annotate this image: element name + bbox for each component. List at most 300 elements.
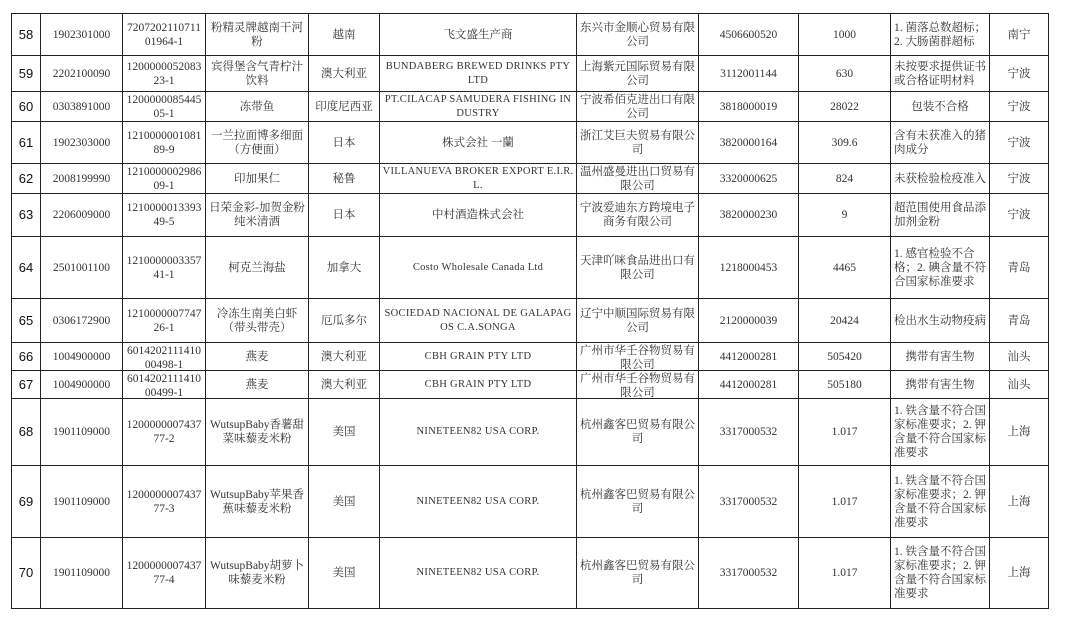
importer-cell bbox=[577, 56, 699, 92]
weight-cell bbox=[799, 466, 891, 538]
weight-cell bbox=[799, 164, 891, 194]
port: 汕头 bbox=[1007, 350, 1031, 363]
importer-code-cell bbox=[699, 466, 799, 538]
product-name-cell bbox=[206, 92, 309, 122]
rejection-reason-cell bbox=[891, 299, 990, 343]
hs-code-cell bbox=[41, 237, 123, 299]
importer-code: 3317000532 bbox=[719, 495, 778, 508]
importer: 杭州鑫客巴贸易有限公司 bbox=[580, 560, 695, 586]
importer-code-cell bbox=[699, 237, 799, 299]
importer-code: 4412000281 bbox=[719, 378, 778, 391]
table-row bbox=[12, 56, 1049, 92]
importer-code-cell bbox=[699, 343, 799, 371]
weight-cell bbox=[799, 14, 891, 56]
declaration-id: 120000000743777-3 bbox=[126, 488, 202, 515]
port: 上海 bbox=[1007, 426, 1031, 438]
port-cell bbox=[990, 237, 1049, 299]
weight: 630 bbox=[835, 67, 854, 80]
origin-country-cell bbox=[309, 92, 380, 122]
declaration-id-cell bbox=[123, 56, 206, 92]
port-cell bbox=[990, 164, 1049, 194]
origin-country-cell bbox=[309, 237, 380, 299]
declaration-id: 120000008544505-1 bbox=[126, 93, 202, 120]
origin-country-cell bbox=[309, 164, 380, 194]
port: 青岛 bbox=[1007, 314, 1031, 327]
importer-code: 3818000019 bbox=[719, 100, 778, 113]
manufacturer-cell bbox=[380, 14, 577, 56]
rejection-reason: 检出水生动物疫病 bbox=[894, 314, 986, 327]
declaration-id: 121000000298609-1 bbox=[126, 165, 202, 192]
table-row bbox=[12, 538, 1049, 609]
row-number-cell bbox=[12, 122, 41, 164]
weight: 20424 bbox=[830, 314, 859, 327]
weight: 1.017 bbox=[831, 567, 858, 579]
declaration-id-cell bbox=[123, 92, 206, 122]
product-name: 粉精灵牌越南干河粉 bbox=[211, 21, 303, 48]
importer: 温州盛曼进出口贸易有限公司 bbox=[580, 165, 695, 192]
table-row bbox=[12, 466, 1049, 538]
importer: 上海紫元国际贸易有限公司 bbox=[580, 60, 695, 87]
hs-code-cell bbox=[41, 14, 123, 56]
importer-code-cell bbox=[699, 194, 799, 237]
origin-country-cell bbox=[309, 14, 380, 56]
weight-cell bbox=[799, 122, 891, 164]
importer-code-cell bbox=[699, 56, 799, 92]
row-number-cell bbox=[12, 343, 41, 371]
rejection-reason: 超范围使用食品添加剂金粉 bbox=[894, 202, 986, 228]
declaration-id-cell bbox=[123, 466, 206, 538]
importer-cell bbox=[577, 371, 699, 399]
product-name-cell bbox=[206, 14, 309, 56]
declaration-id: 121000001339349-5 bbox=[126, 202, 202, 228]
rejection-reason-cell bbox=[891, 371, 990, 399]
manufacturer: SOCIEDAD NACIONAL DE GALAPAGOS C.A.SONGA bbox=[384, 307, 572, 333]
manufacturer: NINETEEN82 USA CORP. bbox=[416, 567, 540, 578]
rejection-reason-cell bbox=[891, 56, 990, 92]
row-number: 62 bbox=[18, 171, 34, 186]
table-row bbox=[12, 299, 1049, 343]
origin-country-cell bbox=[309, 299, 380, 343]
product-name-cell bbox=[206, 122, 309, 164]
hs-code: 1902303000 bbox=[52, 136, 111, 149]
weight: 9 bbox=[841, 209, 848, 221]
importer-cell bbox=[577, 399, 699, 466]
hs-code-cell bbox=[41, 92, 123, 122]
row-number: 59 bbox=[18, 66, 34, 81]
importer-cell bbox=[577, 299, 699, 343]
weight: 1000 bbox=[833, 28, 856, 41]
product-name: 宾得堡含气青柠汁饮料 bbox=[211, 60, 303, 87]
declaration-id: 120000000743777-2 bbox=[126, 419, 202, 445]
table-row bbox=[12, 399, 1049, 466]
rejection-reason: 未获检验检疫准入 bbox=[894, 172, 986, 185]
rejection-reason-cell bbox=[891, 92, 990, 122]
row-number-cell bbox=[12, 399, 41, 466]
importer-code-cell bbox=[699, 299, 799, 343]
row-number: 63 bbox=[18, 208, 34, 222]
importer-code: 4412000281 bbox=[719, 350, 778, 363]
row-number: 70 bbox=[18, 566, 34, 580]
hs-code: 2206009000 bbox=[52, 209, 111, 221]
weight-cell bbox=[799, 299, 891, 343]
row-number: 61 bbox=[18, 135, 34, 150]
product-name: WutsupBaby苹果香蕉味藜麦米粉 bbox=[209, 488, 305, 515]
row-number-cell bbox=[12, 194, 41, 237]
rejection-reason: 1. 铁含量不符合国家标准要求；2. 钾含量不符合国家标准要求 bbox=[894, 405, 986, 459]
declaration-id-cell bbox=[123, 237, 206, 299]
manufacturer: Costo Wholesale Canada Ltd bbox=[412, 261, 544, 273]
rejection-reason-cell bbox=[891, 164, 990, 194]
row-number-cell bbox=[12, 164, 41, 194]
product-name-cell bbox=[206, 56, 309, 92]
declaration-id-cell bbox=[123, 371, 206, 399]
table-row bbox=[12, 343, 1049, 371]
rejected-imports-table bbox=[11, 13, 1049, 609]
weight-cell bbox=[799, 56, 891, 92]
origin-country: 美国 bbox=[332, 567, 356, 579]
rejection-reason: 1. 菌落总数超标；2. 大肠菌群超标 bbox=[894, 21, 986, 48]
port-cell bbox=[990, 343, 1049, 371]
port: 青岛 bbox=[1007, 261, 1031, 274]
rejection-reason: 1. 铁含量不符合国家标准要求；2. 钾含量不符合国家标准要求 bbox=[894, 474, 986, 529]
rejection-reason: 携带有害生物 bbox=[905, 350, 975, 363]
importer-cell bbox=[577, 194, 699, 237]
row-number: 58 bbox=[18, 27, 34, 42]
manufacturer: CBH GRAIN PTY LTD bbox=[424, 378, 532, 390]
weight: 1.017 bbox=[831, 426, 858, 438]
importer-code-cell bbox=[699, 122, 799, 164]
port-cell bbox=[990, 538, 1049, 609]
table-row bbox=[12, 92, 1049, 122]
declaration-id-cell bbox=[123, 164, 206, 194]
origin-country-cell bbox=[309, 343, 380, 371]
port-cell bbox=[990, 56, 1049, 92]
rejection-reason: 包装不合格 bbox=[911, 100, 969, 113]
manufacturer: BUNDABERG BREWED DRINKS PTY LTD bbox=[385, 60, 571, 86]
row-number-cell bbox=[12, 14, 41, 56]
hs-code: 2202100090 bbox=[52, 67, 111, 80]
manufacturer-cell bbox=[380, 299, 577, 343]
origin-country: 印度尼西亚 bbox=[315, 100, 373, 113]
declaration-id-cell bbox=[123, 343, 206, 371]
importer-code: 3317000532 bbox=[719, 567, 778, 579]
weight-cell bbox=[799, 399, 891, 466]
product-name-cell bbox=[206, 371, 309, 399]
importer-code: 4506600520 bbox=[719, 28, 778, 41]
importer-code-cell bbox=[699, 14, 799, 56]
weight-cell bbox=[799, 194, 891, 237]
importer-code: 3820000230 bbox=[719, 209, 778, 221]
manufacturer-cell bbox=[380, 343, 577, 371]
row-number: 64 bbox=[18, 260, 34, 275]
port-cell bbox=[990, 14, 1049, 56]
declaration-id-cell bbox=[123, 399, 206, 466]
importer: 杭州鑫客巴贸易有限公司 bbox=[580, 488, 695, 515]
manufacturer: VILLANUEVA BROKER EXPORT E.I.R.L. bbox=[382, 165, 574, 191]
weight-cell bbox=[799, 92, 891, 122]
port: 宁波 bbox=[1007, 67, 1031, 80]
manufacturer: CBH GRAIN PTY LTD bbox=[424, 350, 532, 362]
port: 南宁 bbox=[1007, 28, 1031, 41]
port: 宁波 bbox=[1007, 100, 1031, 113]
hs-code-cell bbox=[41, 122, 123, 164]
product-name: WutsupBaby胡萝卜味藜麦米粉 bbox=[209, 560, 305, 586]
rejection-reason-cell bbox=[891, 466, 990, 538]
weight-cell bbox=[799, 371, 891, 399]
declaration-id: 121000000774726-1 bbox=[126, 307, 202, 334]
table-row bbox=[12, 164, 1049, 194]
port-cell bbox=[990, 194, 1049, 237]
row-number: 60 bbox=[18, 99, 34, 114]
row-number-cell bbox=[12, 299, 41, 343]
row-number-cell bbox=[12, 371, 41, 399]
hs-code-cell bbox=[41, 164, 123, 194]
importer-code: 3320000625 bbox=[719, 172, 778, 185]
rejection-reason-cell bbox=[891, 343, 990, 371]
importer-cell bbox=[577, 466, 699, 538]
importer-cell bbox=[577, 538, 699, 609]
origin-country-cell bbox=[309, 194, 380, 237]
manufacturer-cell bbox=[380, 538, 577, 609]
importer-cell bbox=[577, 343, 699, 371]
product-name-cell bbox=[206, 466, 309, 538]
hs-code: 1004900000 bbox=[52, 350, 111, 363]
row-number: 69 bbox=[18, 494, 34, 509]
origin-country-cell bbox=[309, 466, 380, 538]
importer-code-cell bbox=[699, 92, 799, 122]
importer: 宁波爱迪东方跨境电子商务有限公司 bbox=[580, 202, 695, 228]
table-row bbox=[12, 371, 1049, 399]
product-name-cell bbox=[206, 194, 309, 237]
table-row bbox=[12, 194, 1049, 237]
weight-cell bbox=[799, 538, 891, 609]
weight-cell bbox=[799, 343, 891, 371]
table-row bbox=[12, 237, 1049, 299]
origin-country: 澳大利亚 bbox=[321, 67, 367, 80]
importer-code-cell bbox=[699, 371, 799, 399]
manufacturer-cell bbox=[380, 371, 577, 399]
importer-code: 3112001144 bbox=[720, 67, 777, 80]
port: 汕头 bbox=[1007, 378, 1031, 391]
product-name-cell bbox=[206, 538, 309, 609]
importer: 浙江艾巨夫贸易有限公司 bbox=[580, 129, 695, 156]
rejection-reason-cell bbox=[891, 237, 990, 299]
table-row bbox=[12, 122, 1049, 164]
weight: 824 bbox=[835, 172, 854, 185]
origin-country-cell bbox=[309, 371, 380, 399]
origin-country: 加拿大 bbox=[326, 261, 362, 274]
rejection-reason: 含有未获准入的猪肉成分 bbox=[894, 129, 986, 156]
rejection-reason-cell bbox=[891, 14, 990, 56]
declaration-id: 601420211141000499-1 bbox=[127, 372, 201, 398]
importer: 东兴市金顺心贸易有限公司 bbox=[580, 21, 695, 48]
product-name: 燕麦 bbox=[245, 378, 269, 391]
port-cell bbox=[990, 122, 1049, 164]
importer-code-cell bbox=[699, 164, 799, 194]
declaration-id-cell bbox=[123, 14, 206, 56]
weight: 309.6 bbox=[831, 136, 858, 149]
product-name: 一兰拉面博多细面（方便面） bbox=[211, 129, 303, 156]
importer-code-cell bbox=[699, 538, 799, 609]
table-row bbox=[12, 14, 1049, 56]
product-name-cell bbox=[206, 399, 309, 466]
row-number-cell bbox=[12, 92, 41, 122]
importer: 广州市华壬谷物贸易有限公司 bbox=[580, 372, 695, 398]
hs-code: 1901109000 bbox=[52, 426, 111, 438]
hs-code-cell bbox=[41, 194, 123, 237]
row-number-cell bbox=[12, 237, 41, 299]
product-name: 燕麦 bbox=[245, 350, 269, 363]
weight: 505180 bbox=[827, 378, 862, 391]
importer-code: 1218000453 bbox=[719, 261, 778, 274]
rejection-reason-cell bbox=[891, 194, 990, 237]
declaration-id-cell bbox=[123, 299, 206, 343]
hs-code: 1901109000 bbox=[52, 495, 111, 508]
origin-country: 澳大利亚 bbox=[321, 378, 367, 391]
port: 宁波 bbox=[1007, 172, 1031, 185]
hs-code: 0303891000 bbox=[52, 100, 111, 113]
declaration-id: 120000005208323-1 bbox=[126, 60, 202, 87]
product-name: 日荣金彩-加贺金粉纯米清酒 bbox=[209, 202, 305, 228]
hs-code-cell bbox=[41, 399, 123, 466]
rejection-reason: 未按要求提供证书或合格证明材料 bbox=[894, 60, 986, 87]
manufacturer-cell bbox=[380, 466, 577, 538]
declaration-id-cell bbox=[123, 538, 206, 609]
rejection-reason-cell bbox=[891, 399, 990, 466]
manufacturer: 飞文盛生产商 bbox=[443, 28, 513, 41]
hs-code-cell bbox=[41, 466, 123, 538]
rejection-reason-cell bbox=[891, 538, 990, 609]
product-name: WutsupBaby香薯甜菜味藜麦米粉 bbox=[209, 419, 305, 445]
origin-country: 美国 bbox=[332, 426, 356, 438]
row-number: 67 bbox=[18, 377, 34, 392]
weight: 28022 bbox=[830, 100, 859, 113]
row-number-cell bbox=[12, 538, 41, 609]
port-cell bbox=[990, 399, 1049, 466]
row-number-cell bbox=[12, 466, 41, 538]
origin-country: 澳大利亚 bbox=[321, 350, 367, 363]
origin-country-cell bbox=[309, 56, 380, 92]
hs-code-cell bbox=[41, 371, 123, 399]
hs-code-cell bbox=[41, 343, 123, 371]
importer-cell bbox=[577, 92, 699, 122]
manufacturer-cell bbox=[380, 164, 577, 194]
declaration-id-cell bbox=[123, 122, 206, 164]
rejection-reason: 1. 感官检验不合格；2. 碘含量不符合国家标准要求 bbox=[894, 247, 986, 288]
importer-code-cell bbox=[699, 399, 799, 466]
importer: 广州市华壬谷物贸易有限公司 bbox=[580, 344, 695, 370]
origin-country-cell bbox=[309, 122, 380, 164]
manufacturer: PT.CILACAP SAMUDERA FISHING INDUSTRY bbox=[384, 93, 572, 119]
importer-code: 3317000532 bbox=[719, 426, 778, 438]
hs-code: 0306172900 bbox=[52, 314, 111, 327]
declaration-id: 120000000743777-4 bbox=[126, 560, 202, 586]
port: 宁波 bbox=[1007, 136, 1031, 149]
importer-cell bbox=[577, 164, 699, 194]
port-cell bbox=[990, 371, 1049, 399]
importer-cell bbox=[577, 237, 699, 299]
hs-code: 1901109000 bbox=[52, 567, 111, 579]
importer: 宁波希佰克进出口有限公司 bbox=[580, 93, 695, 120]
importer-code: 2120000039 bbox=[719, 314, 778, 327]
rejection-reason-cell bbox=[891, 122, 990, 164]
hs-code-cell bbox=[41, 538, 123, 609]
manufacturer: NINETEEN82 USA CORP. bbox=[416, 495, 540, 507]
port-cell bbox=[990, 299, 1049, 343]
manufacturer: 中村酒造株式会社 bbox=[432, 209, 524, 221]
product-name-cell bbox=[206, 164, 309, 194]
origin-country: 日本 bbox=[332, 136, 356, 149]
origin-country: 厄瓜多尔 bbox=[321, 314, 367, 327]
origin-country: 日本 bbox=[332, 209, 356, 221]
product-name-cell bbox=[206, 299, 309, 343]
weight-cell bbox=[799, 237, 891, 299]
manufacturer: 株式会社 一蘭 bbox=[442, 136, 514, 149]
manufacturer-cell bbox=[380, 237, 577, 299]
product-name-cell bbox=[206, 237, 309, 299]
weight: 1.017 bbox=[831, 495, 858, 508]
hs-code: 1902301000 bbox=[52, 28, 111, 41]
manufacturer: NINETEEN82 USA CORP. bbox=[416, 426, 540, 437]
importer: 辽宁中顺国际贸易有限公司 bbox=[580, 307, 695, 334]
hs-code: 2008199990 bbox=[52, 172, 111, 185]
port: 上海 bbox=[1007, 495, 1031, 508]
product-name: 冷冻生南美白虾（带头带壳） bbox=[216, 307, 298, 334]
rejection-reason: 1. 铁含量不符合国家标准要求；2. 钾含量不符合国家标准要求 bbox=[894, 546, 986, 600]
row-number-cell bbox=[12, 56, 41, 92]
declaration-id: 720720211071101964-1 bbox=[127, 21, 201, 48]
declaration-id: 121000000108189-9 bbox=[126, 129, 202, 156]
manufacturer-cell bbox=[380, 194, 577, 237]
hs-code: 1004900000 bbox=[52, 378, 111, 391]
declaration-id: 601420211141000498-1 bbox=[127, 344, 201, 370]
row-number: 66 bbox=[18, 349, 34, 364]
weight: 4465 bbox=[833, 261, 856, 274]
manufacturer-cell bbox=[380, 122, 577, 164]
declaration-id-cell bbox=[123, 194, 206, 237]
origin-country: 秘鲁 bbox=[332, 172, 356, 185]
row-number: 65 bbox=[18, 313, 34, 328]
origin-country-cell bbox=[309, 538, 380, 609]
origin-country-cell bbox=[309, 399, 380, 466]
declaration-id: 121000000335741-1 bbox=[126, 254, 202, 281]
importer-code: 3820000164 bbox=[719, 136, 778, 149]
weight: 505420 bbox=[827, 350, 862, 363]
product-name: 冻带鱼 bbox=[239, 100, 275, 113]
manufacturer-cell bbox=[380, 56, 577, 92]
hs-code: 2501001100 bbox=[52, 261, 111, 274]
importer-cell bbox=[577, 122, 699, 164]
importer: 天津吖咪食品进出口有限公司 bbox=[580, 254, 695, 281]
importer-cell bbox=[577, 14, 699, 56]
row-number: 68 bbox=[18, 425, 34, 439]
product-name: 柯克兰海盐 bbox=[228, 261, 286, 274]
origin-country: 越南 bbox=[332, 28, 356, 41]
manufacturer-cell bbox=[380, 399, 577, 466]
port: 上海 bbox=[1007, 567, 1031, 579]
product-name: 印加果仁 bbox=[234, 172, 280, 185]
rejection-reason: 携带有害生物 bbox=[905, 378, 975, 391]
product-name-cell bbox=[206, 343, 309, 371]
manufacturer-cell bbox=[380, 92, 577, 122]
importer: 杭州鑫客巴贸易有限公司 bbox=[580, 419, 695, 445]
origin-country: 美国 bbox=[332, 495, 356, 508]
port-cell bbox=[990, 92, 1049, 122]
hs-code-cell bbox=[41, 56, 123, 92]
port-cell bbox=[990, 466, 1049, 538]
port: 宁波 bbox=[1007, 209, 1031, 221]
hs-code-cell bbox=[41, 299, 123, 343]
